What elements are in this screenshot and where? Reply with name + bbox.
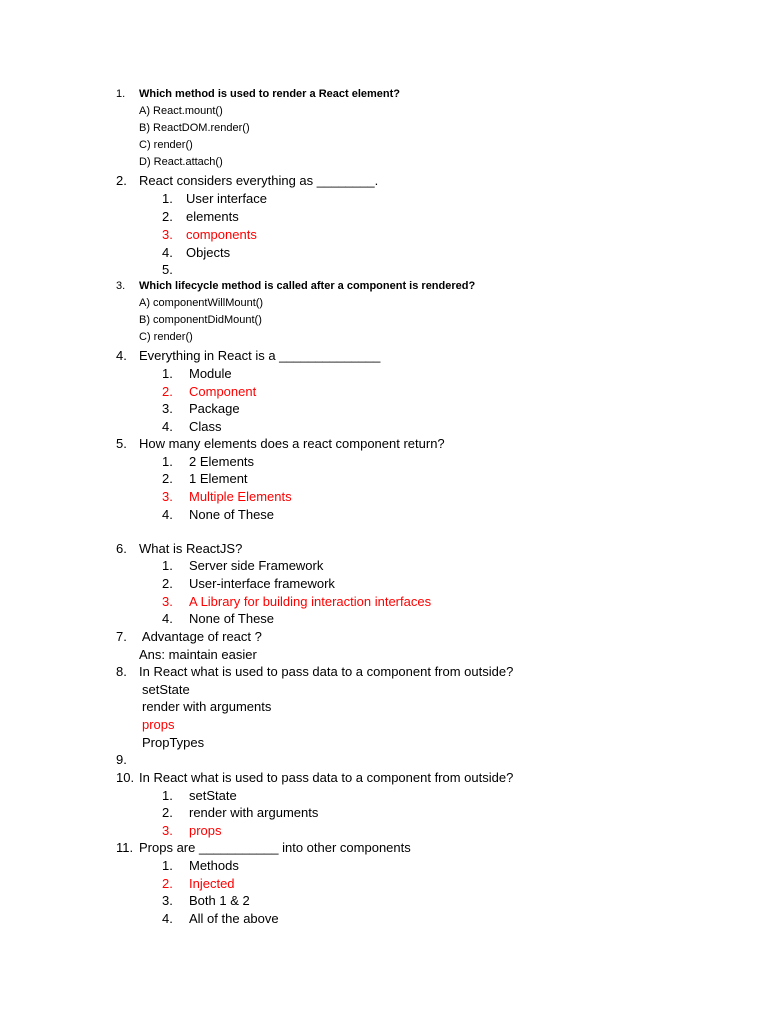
option-text: Objects: [186, 245, 231, 260]
question-number: 3.: [116, 280, 126, 292]
question-6: [0, 540, 768, 557]
question-text: Which lifecycle method is called after a component is rendered?: [139, 280, 476, 292]
option-number: 4.: [162, 911, 173, 926]
option-text: 1 Element: [189, 471, 248, 486]
question-8: [0, 663, 768, 680]
option: [0, 698, 768, 715]
question-text: Which method is used to render a React element?: [139, 88, 400, 100]
option: [0, 804, 768, 821]
option-text: None of These: [189, 611, 275, 626]
option-number: 3.: [162, 823, 173, 838]
correct-option: [0, 822, 768, 839]
option-text: B) ReactDOM.render(): [139, 122, 250, 134]
option-text: Component: [189, 384, 257, 399]
question-7: [0, 628, 768, 645]
option-text: Module: [189, 366, 232, 381]
option: [0, 418, 768, 435]
question-number: 9.: [116, 752, 127, 767]
question-11: [0, 839, 768, 856]
option-text: All of the above: [189, 911, 279, 926]
option-number: 3.: [162, 227, 173, 242]
option: [0, 400, 768, 417]
option: [0, 681, 768, 698]
option-text: components: [186, 227, 257, 242]
option-number: 1.: [162, 191, 173, 206]
option-number: 3.: [162, 401, 173, 416]
question-10: [0, 769, 768, 786]
option-text: D) React.attach(): [139, 156, 223, 168]
option-text: setState: [189, 788, 237, 803]
correct-option: [0, 488, 768, 505]
option-text: User interface: [186, 191, 267, 206]
option: [0, 137, 768, 154]
question-text: Props are ___________ into other components: [139, 840, 411, 855]
option-number: 2.: [162, 384, 173, 399]
question-number: 7.: [116, 629, 127, 644]
option-text: Class: [189, 419, 222, 434]
option-text: Both 1 & 2: [189, 893, 250, 908]
option: [0, 575, 768, 592]
option: [0, 329, 768, 346]
question-number: 6.: [116, 541, 127, 556]
correct-option: [0, 875, 768, 892]
option: [0, 261, 768, 278]
question-number: 2.: [116, 173, 127, 188]
question-number: 8.: [116, 664, 127, 679]
option-number: 1.: [162, 366, 173, 381]
answer-text: Ans: maintain easier: [139, 647, 257, 662]
option-number: 2.: [162, 209, 173, 224]
question-number: 1.: [116, 88, 126, 100]
option: [0, 190, 768, 207]
question-number: 5.: [116, 436, 127, 451]
option-text: render with arguments: [142, 699, 272, 714]
option-text: None of These: [189, 507, 275, 522]
option-number: 2.: [162, 471, 173, 486]
question-2: [0, 172, 768, 189]
option: [0, 506, 768, 523]
option-text: C) render(): [139, 139, 193, 151]
option-text: Methods: [189, 858, 239, 873]
option-text: props: [189, 823, 222, 838]
option: [0, 787, 768, 804]
question-text: Advantage of react ?: [139, 629, 262, 644]
option: [0, 453, 768, 470]
option-text: User-interface framework: [189, 576, 335, 591]
option-number: 5.: [162, 262, 173, 277]
option-text: Multiple Elements: [189, 489, 292, 504]
option-number: 3.: [162, 489, 173, 504]
answer-line: [0, 646, 768, 663]
option-number: 1.: [162, 858, 173, 873]
option: [0, 470, 768, 487]
question-number: 11.: [116, 840, 134, 855]
option: [0, 103, 768, 120]
option: [0, 892, 768, 909]
question-1: [0, 86, 768, 103]
option: [0, 244, 768, 261]
option: [0, 910, 768, 927]
option-number: 4.: [162, 507, 173, 522]
option-text: A Library for building interaction interfaces: [189, 594, 432, 609]
question-text: React considers everything as ________.: [139, 173, 379, 188]
option-text: Package: [189, 401, 240, 416]
option-text: A) componentWillMount(): [139, 297, 264, 309]
option-text: C) render(): [139, 331, 193, 343]
option-text: PropTypes: [142, 735, 205, 750]
correct-option: [0, 716, 768, 733]
option-number: 4.: [162, 611, 173, 626]
question-3: [0, 278, 768, 295]
option: [0, 208, 768, 225]
question-number: 4.: [116, 348, 127, 363]
option-number: 1.: [162, 558, 173, 573]
question-5: [0, 435, 768, 452]
question-text: In React what is used to pass data to a component from outside?: [139, 664, 514, 679]
option-text: elements: [186, 209, 239, 224]
option-text: props: [142, 717, 175, 732]
option: [0, 120, 768, 137]
option: [0, 295, 768, 312]
question-text: How many elements does a react component return?: [139, 436, 445, 451]
question-text: In React what is used to pass data to a component from outside?: [139, 770, 514, 785]
option-number: 4.: [162, 419, 173, 434]
option-text: B) componentDidMount(): [139, 314, 262, 326]
option: [0, 312, 768, 329]
option: [0, 154, 768, 171]
option-number: 1.: [162, 788, 173, 803]
option: [0, 557, 768, 574]
option-text: render with arguments: [189, 805, 319, 820]
question-text: Everything in React is a ______________: [139, 348, 381, 363]
option-number: 2.: [162, 876, 173, 891]
option-number: 1.: [162, 454, 173, 469]
correct-option: [0, 226, 768, 243]
option: [0, 365, 768, 382]
question-4: [0, 347, 768, 364]
option-text: setState: [142, 682, 190, 697]
option-text: Server side Framework: [189, 558, 324, 573]
question-number: 10.: [116, 770, 135, 785]
option: [0, 734, 768, 751]
option-number: 3.: [162, 893, 173, 908]
option: [0, 610, 768, 627]
option-text: A) React.mount(): [139, 105, 223, 117]
question-text: What is ReactJS?: [139, 541, 243, 556]
option-number: 2.: [162, 805, 173, 820]
option-number: 4.: [162, 245, 173, 260]
option-text: Injected: [189, 876, 235, 891]
option: [0, 857, 768, 874]
option-number: 2.: [162, 576, 173, 591]
question-9: [0, 751, 768, 768]
correct-option: [0, 383, 768, 400]
option-text: 2 Elements: [189, 454, 255, 469]
option-number: 3.: [162, 594, 173, 609]
correct-option: [0, 593, 768, 610]
